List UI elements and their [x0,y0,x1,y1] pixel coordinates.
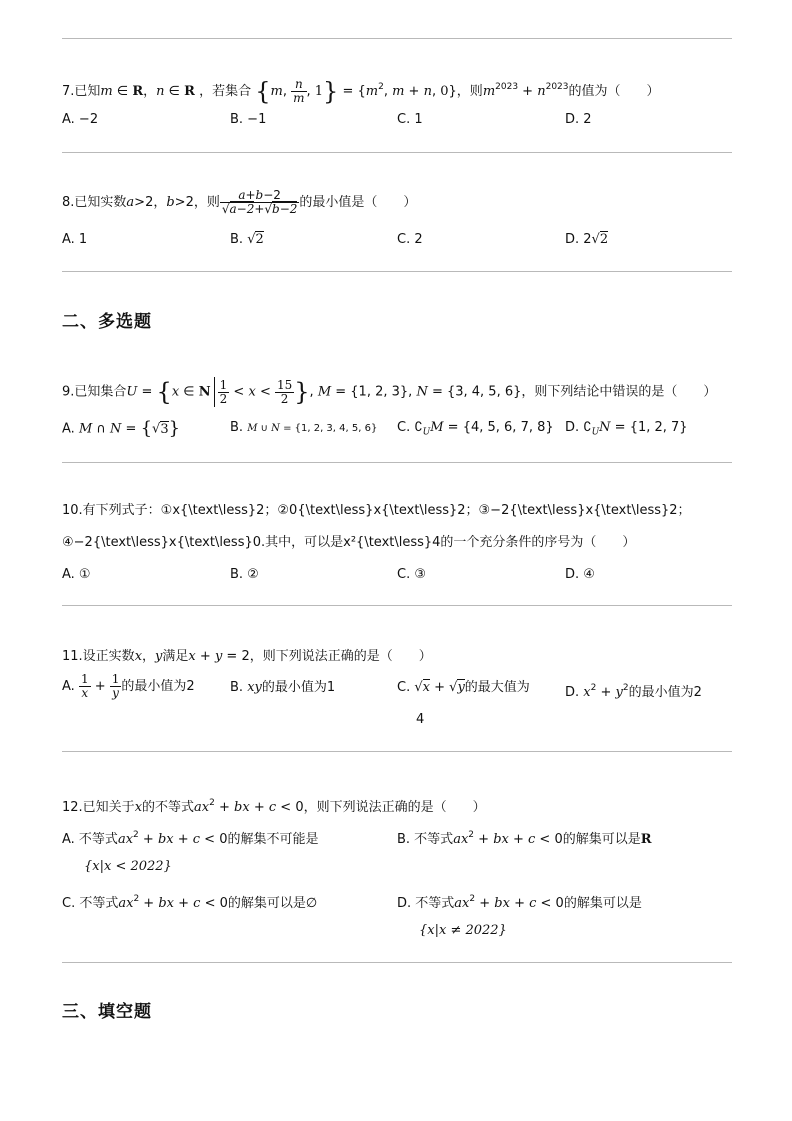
option-a: A. −2 [62,112,99,127]
option-d-set: {x|x ≠ 2022} [419,923,507,938]
divider [62,38,732,39]
question-8-stem: 8.已知实数a>2，b>2，则 $\frac{a+b-2}{√a-2+√b-2}$ 的最小值是（ ） [62,188,417,216]
option-d: D. $∁_UN = \{1$, 2, 7} [565,420,688,438]
option-b: B. xy的最小值为1 [230,680,336,695]
question-10-line1: 10.有下列式子：①x{\text\less}2；②0{\text\less}x{\text\less}2；③−2{\text\less}x{\text\less}2； [62,503,691,518]
divider [62,962,732,963]
option-c: C. 不等式$ax^2$ + bx + c < 0的解集可以是∅ [62,894,318,911]
section-title: 二、多选题 [62,312,152,332]
option-a: A. M ∩ N = {√3} [62,418,181,439]
question-7-stem: 7.已知m ∈ R，n ∈ R ，若集合 {m, $\frac{n}{m}$ , $1\} = \{m^2$, m + n, 0}，则$m^{2023} + n^{2023}$的值为（ ） [62,77,660,106]
option-b: B. 不等式$ax^2$ + bx + c < 0的解集可以是R [397,830,652,847]
divider [62,605,732,606]
option-a: A. 1 [62,232,88,247]
option-d: D. ④ [565,567,595,582]
option-c: C. ③ [397,567,426,582]
divider [62,271,732,272]
divider [62,751,732,752]
option-c: C. 2 [397,232,423,247]
option-d: D. 不等式$ax^2$ + bx + c < 0的解集可以是 [397,894,642,911]
option-a: A. ① [62,567,91,582]
question-10-line2: ④−2{\text\less}x{\text\less}0.其中，可以是x²{\text\less}4的一个充分条件的序号为（ ） [62,535,636,550]
option-d: D. 2√2 [565,232,609,247]
question-9-stem: 9.已知集合U = {x ∈ N $\frac{1}{2}$ < x < $\frac{15}{2}$ }, M = {1, 2, 3}, N = {3, 4, 5, 6}，则下列结论中错误的是（ ） [62,377,717,406]
question-12-stem: 12.已知关于x的不等式$ax^2$ + bx + c < 0，则下列说法正确的是（ ） [62,798,486,815]
page-number: 4 [416,712,425,727]
option-a: A. 不等式$ax^2$ + bx + c < 0的解集不可能是 [62,830,319,847]
option-a: A. $\frac{1}{x}$ + $\frac{1}{y}$ 的最小值为2 [62,672,195,700]
question-11-stem: 11.设正实数x，y满足x + y = 2，则下列说法正确的是（ ） [62,649,432,664]
option-b: B. M ∪ N = {1, 2, 3, 4, 5, 6} [230,420,378,435]
option-b: B. −1 [230,112,267,127]
section-title: 三、填空题 [62,1002,152,1022]
divider [62,462,732,463]
option-d: D. $x^2 + y^2$的最小值为2 [565,683,702,700]
option-c: C. $∁_UM = \{4$, 5, 6, 7, 8} [397,420,554,438]
option-d: D. 2 [565,112,592,127]
option-c: C. √x + √y的最大值为 [397,680,530,695]
option-b: B. √2 [230,232,264,247]
option-c: C. 1 [397,112,423,127]
option-b: B. ② [230,567,259,582]
divider [62,152,732,153]
option-a-set: {x|x < 2022} [84,859,172,874]
